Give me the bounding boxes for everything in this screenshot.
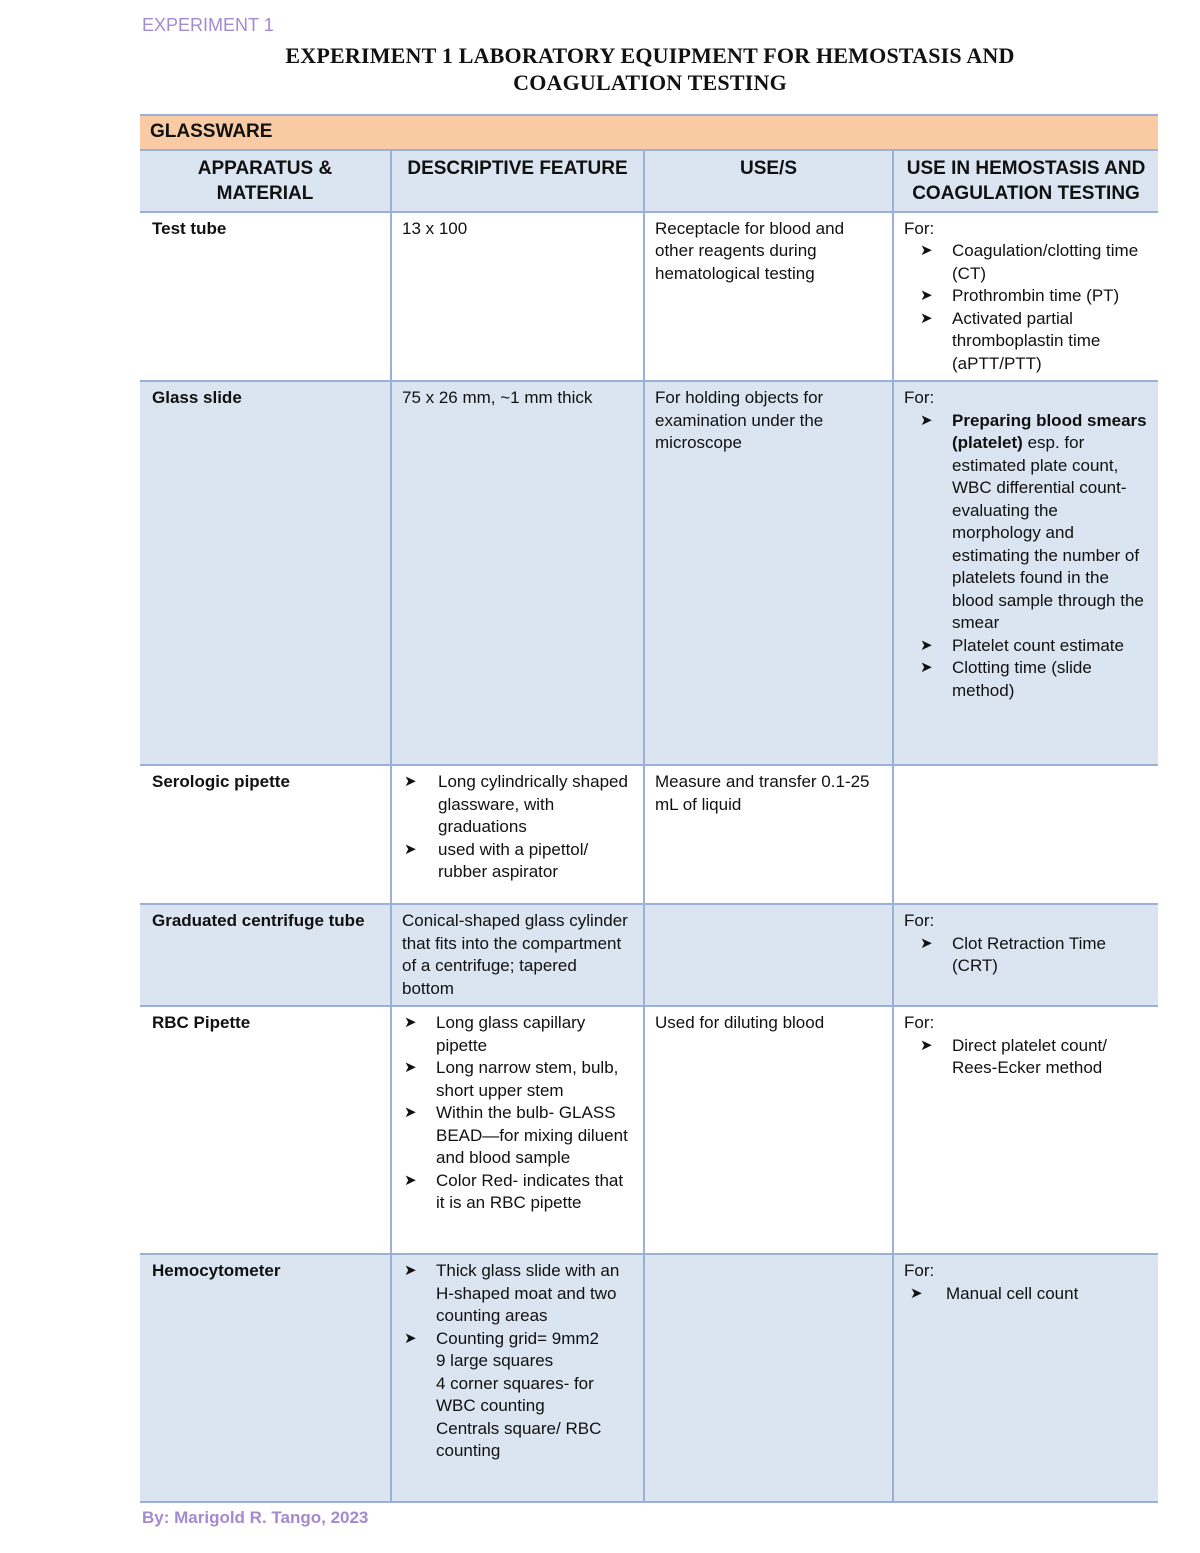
list-item: ➤ Prothrombin time (PT) xyxy=(904,285,1148,308)
column-header-row xyxy=(140,150,1158,212)
column-header-uses: USE/S xyxy=(644,150,893,212)
use-text: For holding objects for examination under the microscope xyxy=(644,381,893,765)
list-item: ➤ Clot Retraction Time (CRT) xyxy=(904,933,1148,978)
descriptive-feature: Conical-shaped glass cylinder that fits into the compartment of a centrifuge; tapered bottom xyxy=(391,904,644,1006)
for-label: For: xyxy=(904,1013,935,1032)
table-row xyxy=(140,1254,1158,1502)
list-item-detail: esp. for estimated plate count, WBC differential count- evaluating the morphology and estimating the number of platelets found in the blood sample through the smear xyxy=(952,433,1144,632)
list-item: ➤ Clotting time (slide method) xyxy=(904,657,1148,702)
table-row xyxy=(140,212,1158,382)
apparatus-name: RBC Pipette xyxy=(140,1006,391,1254)
hemostasis-use xyxy=(893,765,1158,904)
for-label: For: xyxy=(904,1261,935,1280)
hemostasis-use-list xyxy=(904,1283,1148,1306)
hemostasis-use xyxy=(893,381,1158,765)
detail-line: 4 corner squares- for WBC counting xyxy=(436,1373,594,1415)
apparatus-name: Graduated centrifuge tube xyxy=(140,904,391,1006)
apparatus-name: Glass slide xyxy=(140,381,391,765)
footer-credit: By: Marigold R. Tango, 2023 xyxy=(142,1508,369,1527)
list-item: ➤ Long glass capillary pipette xyxy=(402,1012,633,1057)
table-row xyxy=(140,1006,1158,1254)
apparatus-name: Test tube xyxy=(140,212,391,382)
list-item: ➤ Thick glass slide with an H-shaped moat and two counting areas xyxy=(402,1260,633,1328)
counting-grid-details xyxy=(436,1350,633,1463)
list-item: ➤ used with a pipettol/ rubber aspirator xyxy=(402,839,633,884)
apparatus-name: Serologic pipette xyxy=(140,765,391,904)
list-item: ➤ Platelet count estimate xyxy=(904,635,1148,658)
use-text: Receptacle for blood and other reagents during hematological testing xyxy=(644,212,893,382)
hemostasis-use-list xyxy=(904,933,1148,978)
list-item: ➤ Color Red- indicates that it is an RBC pipette xyxy=(402,1170,633,1215)
detail-line: Centrals square/ RBC counting xyxy=(436,1418,602,1460)
title-line-2: COAGULATION TESTING xyxy=(513,70,787,95)
apparatus-name: Hemocytometer xyxy=(140,1254,391,1502)
for-label: For: xyxy=(904,911,935,930)
hemostasis-use xyxy=(893,1006,1158,1254)
hemostasis-use xyxy=(893,904,1158,1006)
list-item: ➤ Long narrow stem, bulb, short upper stem xyxy=(402,1057,633,1102)
hemostasis-use-list xyxy=(904,240,1148,375)
hemostasis-use-list xyxy=(904,1035,1148,1080)
use-text xyxy=(644,904,893,1006)
column-header-hemostasis-use: USE IN HEMOSTASIS AND COAGULATION TESTING xyxy=(893,150,1158,212)
list-item-bold: Preparing blood smears (platelet) xyxy=(952,410,1147,452)
list-item: ➤ Direct platelet count/ Rees-Ecker method xyxy=(904,1035,1148,1080)
hemostasis-use xyxy=(893,1254,1158,1502)
use-text: Used for diluting blood xyxy=(644,1006,893,1254)
equipment-table xyxy=(140,114,1158,1503)
list-item-text: Counting grid= 9mm2 xyxy=(436,1328,600,1348)
feature-list xyxy=(402,771,633,884)
table-row xyxy=(140,765,1158,904)
feature-list xyxy=(402,1260,633,1463)
column-header-feature: DESCRIPTIVE FEATURE xyxy=(391,150,644,212)
table-row xyxy=(140,381,1158,765)
descriptive-feature xyxy=(391,765,644,904)
list-item: ➤ Coagulation/clotting time (CT) xyxy=(904,240,1148,285)
use-text xyxy=(644,1254,893,1502)
section-title: GLASSWARE xyxy=(140,115,1158,150)
title-line-1: EXPERIMENT 1 LABORATORY EQUIPMENT FOR HEMOSTASIS AND xyxy=(285,43,1015,68)
descriptive-feature: 75 x 26 mm, ~1 mm thick xyxy=(391,381,644,765)
use-text: Measure and transfer 0.1-25 mL of liquid xyxy=(644,765,893,904)
hemostasis-use xyxy=(893,212,1158,382)
page-title xyxy=(150,42,1150,96)
running-header: EXPERIMENT 1 xyxy=(142,15,274,35)
table-row xyxy=(140,904,1158,1006)
list-item: ➤ Within the bulb- GLASS BEAD—for mixing diluent and blood sample xyxy=(402,1102,633,1170)
column-header-apparatus: APPARATUS & MATERIAL xyxy=(140,150,391,212)
list-item xyxy=(904,410,1148,635)
list-item xyxy=(402,1328,633,1463)
feature-list xyxy=(402,1012,633,1215)
descriptive-feature: 13 x 100 xyxy=(391,212,644,382)
hemostasis-use-list xyxy=(904,410,1148,703)
list-item: ➤ Manual cell count xyxy=(904,1283,1148,1306)
list-item: ➤ Activated partial thromboplastin time (aPTT/PTT) xyxy=(904,308,1148,376)
for-label: For: xyxy=(904,218,935,238)
list-item: ➤ Long cylindrically shaped glassware, with graduations xyxy=(402,771,633,839)
detail-line: 9 large squares xyxy=(436,1351,554,1370)
descriptive-feature xyxy=(391,1006,644,1254)
for-label: For: xyxy=(904,388,935,407)
section-header-row xyxy=(140,115,1158,150)
descriptive-feature xyxy=(391,1254,644,1502)
